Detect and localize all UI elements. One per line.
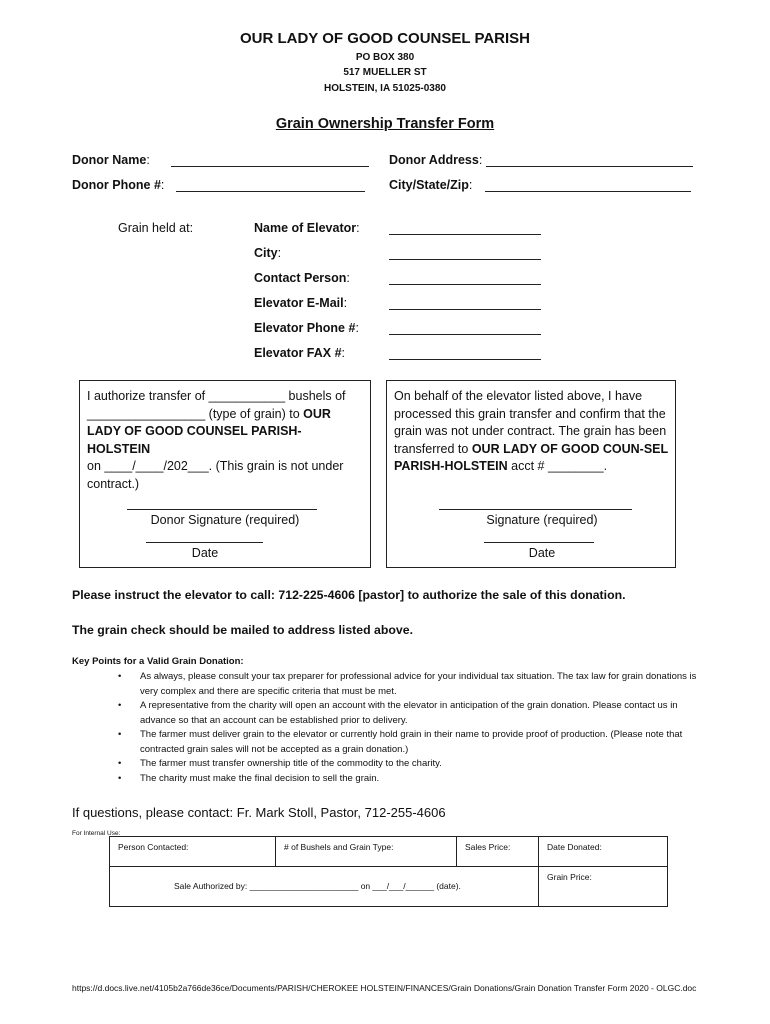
footer-path: https://d.docs.live.net/4105b2a766de36ce/Documents/PARISH/CHEROKEE HOLSTEIN/FINANCES/Grain Donations/Grain Donation Transfer Form 2020 - OLGC.doc (72, 983, 697, 993)
list-item: • The farmer must transfer ownership title of the commodity to the charity. (118, 758, 442, 769)
donor-date-line[interactable] (146, 542, 263, 543)
donor-name-label: Donor Name: (72, 153, 150, 167)
donor-name-field[interactable] (171, 166, 369, 167)
call-instruction: Please instruct the elevator to call: 712-225-4606 [pastor] to authorize the sale of this donation. (72, 588, 626, 602)
date-donated-cell[interactable]: Date Donated: (539, 837, 668, 867)
contact-line: If questions, please contact: Fr. Mark Stoll, Pastor, 712-255-4606 (72, 805, 446, 820)
address-line-1: PO BOX 380 (355, 52, 415, 63)
key-points-title: Key Points for a Valid Grain Donation: (72, 656, 244, 667)
donor-city-label: City/State/Zip: (389, 178, 473, 192)
grain-held-label: Grain held at: (118, 221, 194, 235)
elevator-confirmation-text: On behalf of the elevator listed above, I have processed this grain transfer and confirm that the grain was not under contract. The grain has been transferred to OUR LADY OF GOOD COUN-SEL PARISH-HOLSTEIN acct # ________. (394, 389, 668, 473)
donor-address-field[interactable] (486, 166, 693, 167)
elevator-fax-field[interactable] (389, 359, 541, 360)
donor-city-field[interactable] (485, 191, 691, 192)
donor-date-label: Date (191, 546, 219, 560)
donor-phone-field[interactable] (176, 191, 365, 192)
elevator-date-label: Date (528, 546, 556, 560)
donor-signature-line[interactable] (127, 509, 317, 510)
internal-use-table (109, 836, 668, 907)
contact-person-field[interactable] (389, 284, 541, 285)
elevator-fax-label: Elevator FAX #: (254, 346, 346, 360)
elevator-confirmation-box (386, 380, 676, 568)
elevator-name-label: Name of Elevator: (254, 221, 360, 235)
sales-price-cell[interactable]: Sales Price: (457, 837, 539, 867)
elevator-email-field[interactable] (389, 309, 541, 310)
mail-instruction: The grain check should be mailed to address listed above. (72, 623, 413, 637)
list-item: • As always, please consult your tax preparer for professional advice for your individual tax situation. The tax law for grain donations is very complex and there are specific criteria that must be met. (118, 671, 697, 697)
form-title-wrap (0, 115, 770, 133)
form-title: Grain Ownership Transfer Form (275, 116, 495, 132)
key-points-list (72, 670, 702, 786)
elevator-signature-label: Signature (required) (486, 513, 598, 527)
person-contacted-cell[interactable]: Person Contacted: (110, 837, 276, 867)
donor-signature-label: Donor Signature (required) (150, 513, 300, 527)
elevator-name-field[interactable] (389, 234, 541, 235)
contact-person-label: Contact Person: (254, 271, 350, 285)
list-item: • The farmer must deliver grain to the elevator or currently hold grain in their name to provide proof of production. (Please note that contracted grain sales will not be accepted as a grain donation.) (118, 729, 683, 755)
donor-authorization-text: I authorize transfer of ___________ bushels of _________________ (type of grain) to OUR LADY OF GOOD COUNSEL PARISH-HOLSTEIN on ____/____/202___. (This grain is not under contract.) (87, 389, 346, 491)
address-line-2: 517 MUELLER ST (343, 67, 427, 78)
sale-authorized-cell[interactable]: Sale Authorized by: _______________________ on ___/___/______ (date). (110, 867, 539, 907)
list-item: • The charity must make the final decision to sell the grain. (118, 772, 380, 784)
bushels-type-cell[interactable]: # of Bushels and Grain Type: (276, 837, 457, 867)
grain-price-cell[interactable]: Grain Price: (539, 867, 668, 907)
list-item: • A representative from the charity will open an account with the elevator in anticipation of the grain donation. Please contact us in advance so that an account can be established prior to delivery. (118, 700, 678, 726)
org-name: OUR LADY OF GOOD COUNSEL PARISH (239, 30, 531, 47)
elevator-phone-field[interactable] (389, 334, 541, 335)
donor-address-label: Donor Address: (389, 153, 483, 167)
elevator-city-field[interactable] (389, 259, 541, 260)
elevator-signature-line[interactable] (439, 509, 632, 510)
donor-authorization-box (79, 380, 371, 568)
address-line-3: HOLSTEIN, IA 51025-0380 (324, 83, 446, 94)
elevator-phone-label: Elevator Phone #: (254, 321, 359, 335)
internal-use-label: For Internal Use: (72, 830, 121, 837)
donor-phone-label: Donor Phone #: (72, 178, 165, 192)
elevator-date-line[interactable] (484, 542, 594, 543)
elevator-city-label: City: (254, 246, 282, 260)
elevator-email-label: Elevator E-Mail: (254, 296, 348, 310)
